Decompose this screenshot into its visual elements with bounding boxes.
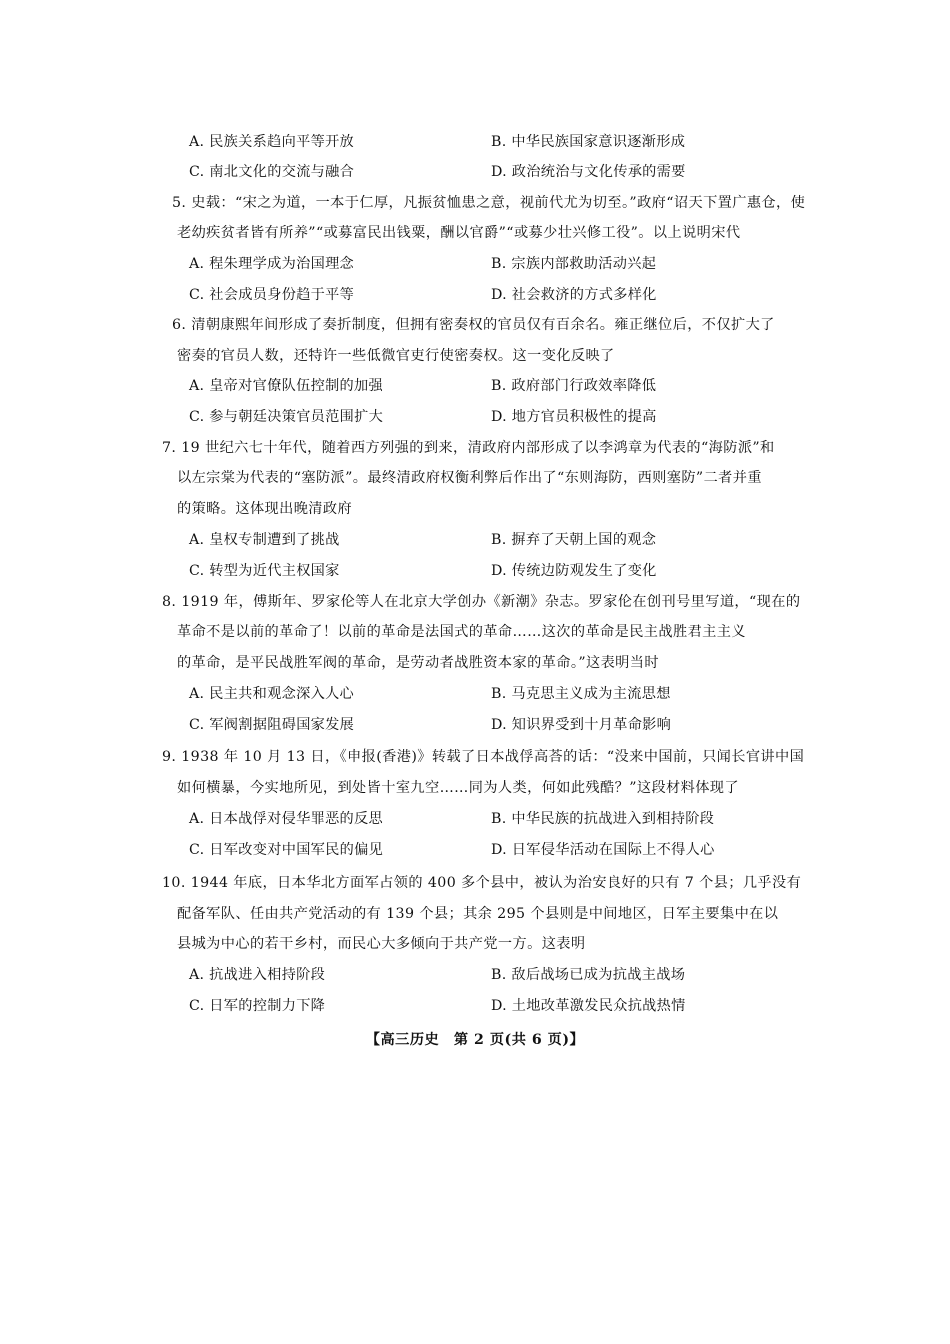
q5-option-b: B. 宗族内部救助活动兴起 xyxy=(491,256,657,272)
q7-option-a: A. 皇权专制遭到了挑战 xyxy=(189,532,340,548)
page-footer: 【高三历史 第 2 页(共 6 页)】 xyxy=(365,1032,585,1048)
q10-stem-line-3: 县城为中心的若干乡村，而民心大多倾向于共产党一方。这表明 xyxy=(177,936,586,952)
q6-option-b: B. 政府部门行政效率降低 xyxy=(491,378,657,394)
q7-option-d: D. 传统边防观发生了变化 xyxy=(491,563,657,579)
q5-option-d: D. 社会救济的方式多样化 xyxy=(491,287,657,303)
q10-stem-line-2: 配备军队、任由共产党活动的有 139 个县；其余 295 个县则是中间地区，日军主要集中在以 xyxy=(177,906,779,922)
q8-option-b: B. 马克思主义成为主流思想 xyxy=(491,686,671,702)
q9-option-d: D. 日军侵华活动在国际上不得人心 xyxy=(491,842,715,858)
q6-option-d: D. 地方官员积极性的提高 xyxy=(491,409,657,425)
q8-option-c: C. 军阀割据阻碍国家发展 xyxy=(189,717,355,733)
q8-stem-line-1: 8. 1919 年，傅斯年、罗家伦等人在北京大学创办《新潮》杂志。罗家伦在创刊号里写道，“现在的 xyxy=(162,594,801,610)
q6-stem-line-1: 6. 清朝康熙年间形成了奏折制度，但拥有密奏权的官员仅有百余名。雍正继位后，不仅扩大了 xyxy=(172,317,775,333)
q10-option-d: D. 土地改革激发民众抗战热情 xyxy=(491,998,686,1014)
q4-option-a: A. 民族关系趋向平等开放 xyxy=(189,134,355,150)
q6-option-a: A. 皇帝对官僚队伍控制的加强 xyxy=(189,378,384,394)
q10-stem-line-1: 10. 1944 年底，日本华北方面军占领的 400 多个县中，被认为治安良好的只有 7 个县；几乎没有 xyxy=(162,875,802,891)
q10-option-a: A. 抗战进入相持阶段 xyxy=(189,967,326,983)
q4-option-d: D. 政治统治与文化传承的需要 xyxy=(491,164,686,180)
q7-option-c: C. 转型为近代主权国家 xyxy=(189,563,340,579)
q7-stem-line-2: 以左宗棠为代表的“塞防派”。最终清政府权衡利弊后作出了“东则海防，西则塞防”二者并重 xyxy=(177,470,762,486)
q8-option-a: A. 民主共和观念深入人心 xyxy=(189,686,355,702)
q8-stem-line-2: 革命不是以前的革命了！以前的革命是法国式的革命……这次的革命是民主战胜君主主义 xyxy=(177,624,746,640)
q9-option-a: A. 日本战俘对侵华罪恶的反思 xyxy=(189,811,384,827)
q10-option-b: B. 敌后战场已成为抗战主战场 xyxy=(491,967,686,983)
q5-stem-line-1: 5. 史载：“宋之为道，一本于仁厚，凡振贫恤患之意，视前代尤为切至。”政府“诏天下置广惠仓，使 xyxy=(172,195,806,211)
q5-stem-line-2: 老幼疾贫者皆有所养”“或募富民出钱粟，酬以官爵”“或募少壮兴修工役”。以上说明宋代 xyxy=(177,225,741,241)
q8-stem-line-3: 的革命，是平民战胜军阀的革命，是劳动者战胜资本家的革命。”这表明当时 xyxy=(177,655,659,671)
q4-option-c: C. 南北文化的交流与融合 xyxy=(189,164,355,180)
q10-option-c: C. 日军的控制力下降 xyxy=(189,998,326,1014)
q5-option-a: A. 程朱理学成为治国理念 xyxy=(189,256,355,272)
q7-option-b: B. 摒弃了天朝上国的观念 xyxy=(491,532,657,548)
q7-stem-line-1: 7. 19 世纪六七十年代，随着西方列强的到来，清政府内部形成了以李鸿章为代表的“海防派”和 xyxy=(162,440,775,456)
q9-stem-line-1: 9. 1938 年 10 月 13 日，《申报(香港)》转载了日本战俘高荅的话：“没来中国前，只闻长官讲中国 xyxy=(162,749,805,765)
q8-option-d: D. 知识界受到十月革命影响 xyxy=(491,717,672,733)
q7-stem-line-3: 的策略。这体现出晚清政府 xyxy=(177,501,353,517)
q9-option-c: C. 日军改变对中国军民的偏见 xyxy=(189,842,384,858)
q5-option-c: C. 社会成员身份趋于平等 xyxy=(189,287,355,303)
q9-option-b: B. 中华民族的抗战进入到相持阶段 xyxy=(491,811,715,827)
q6-stem-line-2: 密奏的官员人数，还特许一些低微官吏行使密奏权。这一变化反映了 xyxy=(177,348,615,364)
q9-stem-line-2: 如何横暴，今实地所见，到处皆十室九空……同为人类，何如此残酷？”这段材料体现了 xyxy=(177,780,739,796)
q6-option-c: C. 参与朝廷决策官员范围扩大 xyxy=(189,409,384,425)
q4-option-b: B. 中华民族国家意识逐渐形成 xyxy=(491,134,686,150)
